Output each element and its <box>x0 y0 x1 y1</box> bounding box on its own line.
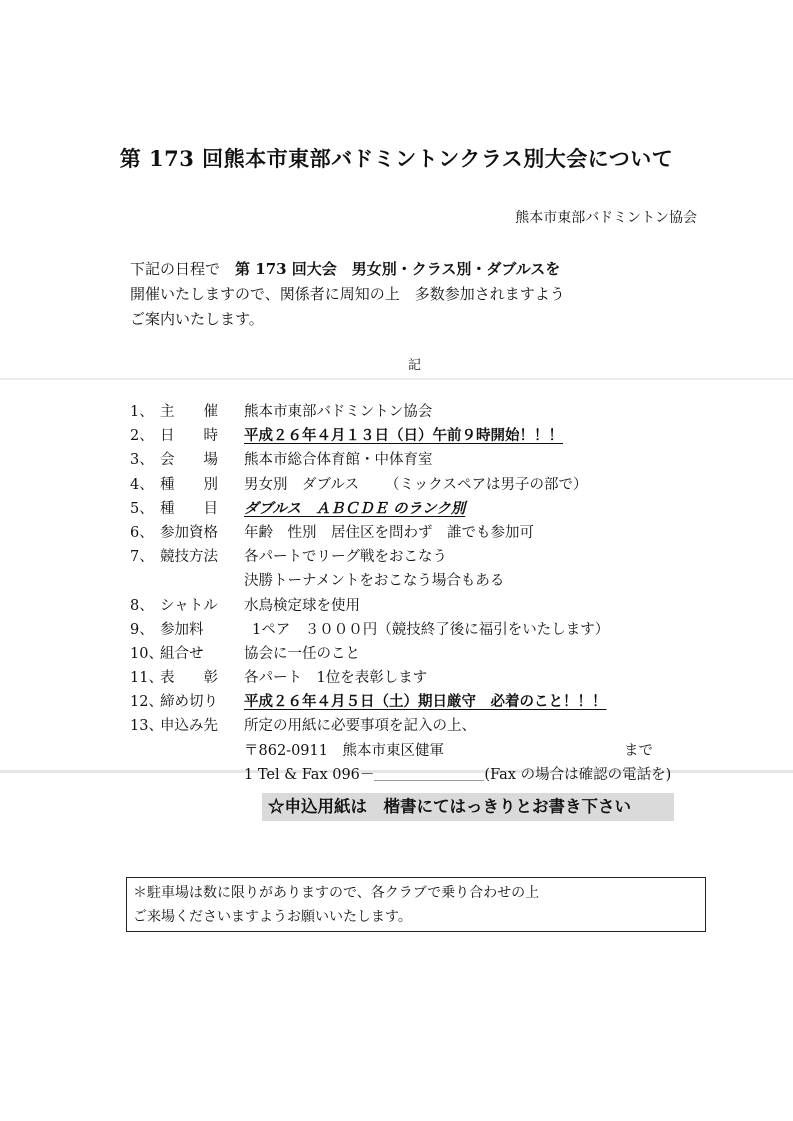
item-number: 13、 <box>130 718 163 735</box>
item-note: （ミックスペアは男子の部で） <box>384 476 588 493</box>
item-label: 競技方法 <box>160 549 218 566</box>
item-value: 男女別 ダブルス <box>244 476 359 493</box>
list-item <box>130 473 671 497</box>
item-number: 5、 <box>130 500 154 517</box>
list-item <box>130 545 671 569</box>
item-label: 組合せ <box>160 645 204 662</box>
item-label: 種 別 <box>160 476 218 493</box>
intro-line-3: ご案内いたします。 <box>130 310 264 328</box>
item-number: 3、 <box>130 452 154 469</box>
address-line <box>130 739 671 763</box>
item-number: 2、 <box>130 428 154 445</box>
item-number: 6、 <box>130 524 154 541</box>
parking-note-line-1: ＊駐車場は数に限りがありますので、各クラブで乗り合わせの上 <box>133 885 540 901</box>
item-value: 1ペア ３０００円（競技終了後に福引をいたします） <box>252 621 610 638</box>
item-value: 決勝トーナメントをおこなう場合もある <box>244 573 505 590</box>
scan-fold-line <box>0 378 793 380</box>
item-label: 参加料 <box>160 621 204 638</box>
item-value: 所定の用紙に必要事項を記入の上、 <box>244 718 476 735</box>
item-value: 熊本市東部バドミントン協会 <box>244 404 433 420</box>
item-label: 日 時 <box>160 428 218 445</box>
list-item <box>130 400 671 424</box>
list-item-continuation <box>130 569 671 593</box>
list-item <box>130 424 671 448</box>
item-value: 年齢 性別 居住区を問わず 誰でも参加可 <box>244 524 534 541</box>
item-label: 表 彰 <box>160 670 218 687</box>
list-item <box>130 594 671 618</box>
item-number: 1、 <box>130 404 154 420</box>
item-number: 4、 <box>130 476 154 493</box>
item-value-date: 平成２６年４月１３日（日）午前９時開始！！！ <box>244 427 563 445</box>
list-item <box>130 618 671 642</box>
fax-note: (Fax の場合は確認の電話を) <box>484 766 672 783</box>
item-number: 11、 <box>130 670 163 687</box>
address-zip: 〒862-0911 熊本市東区健軍 <box>244 742 444 759</box>
item-label: 締め切り <box>160 694 218 711</box>
item-number: 8、 <box>130 597 154 614</box>
item-label: 主 催 <box>160 404 218 420</box>
item-number: 9、 <box>130 621 154 638</box>
form-notice: ☆申込用紙は 楷書にてはっきりとお書き下さい <box>262 793 674 821</box>
item-value-deadline: 平成２６年４月５日（土）期日厳守 必着のこと！！！ <box>244 693 607 711</box>
item-value: 熊本市総合体育館・中体育室 <box>244 452 433 469</box>
item-label: 種 目 <box>160 500 218 517</box>
list-item <box>130 497 671 521</box>
details-list <box>130 400 671 787</box>
list-item <box>130 448 671 472</box>
organizer-header: 熊本市東部バドミントン協会 <box>515 210 697 226</box>
parking-note-box <box>126 877 706 932</box>
document-title: 第 173 回熊本市東部バドミントンクラス別大会について <box>119 146 674 171</box>
tel-fax-number: 1 Tel & Fax 096－ <box>244 766 375 783</box>
item-label: 申込み先 <box>160 718 218 735</box>
intro-line-2: 開催いたしますので、関係者に周知の上 多数参加されますよう <box>130 285 565 303</box>
parking-note-line-2: ご来場くださいますようお願いいたします。 <box>133 909 412 925</box>
item-number: 10、 <box>130 645 163 662</box>
item-value: 各パート 1位を表彰します <box>244 670 428 687</box>
list-item <box>130 714 671 738</box>
list-item <box>130 666 671 690</box>
item-value: 各パートでリーグ戦をおこなう <box>244 549 447 566</box>
item-label: 参加資格 <box>160 524 218 541</box>
intro-line-1 <box>130 257 565 282</box>
item-label: シャトル <box>160 597 218 614</box>
intro-bold: 第 173 回大会 男女別・クラス別・ダブルスを <box>235 260 561 278</box>
intro-prefix: 下記の日程で <box>130 260 221 278</box>
list-item <box>130 642 671 666</box>
item-value: 水鳥検定球を使用 <box>244 597 360 614</box>
item-value: 協会に一任のこと <box>244 645 360 662</box>
redacted-number <box>374 766 484 781</box>
tel-line <box>130 763 671 787</box>
list-item <box>130 521 671 545</box>
item-number: 7、 <box>130 549 154 566</box>
intro-paragraph <box>130 257 565 332</box>
address-made: まで <box>624 742 653 759</box>
item-value-events: ダブルス ＡＢＣＤＥ のランク別 <box>244 499 466 517</box>
ki-heading: 記 <box>408 358 422 373</box>
list-item <box>130 690 671 714</box>
item-label: 会 場 <box>160 452 218 469</box>
item-number: 12、 <box>130 694 163 711</box>
